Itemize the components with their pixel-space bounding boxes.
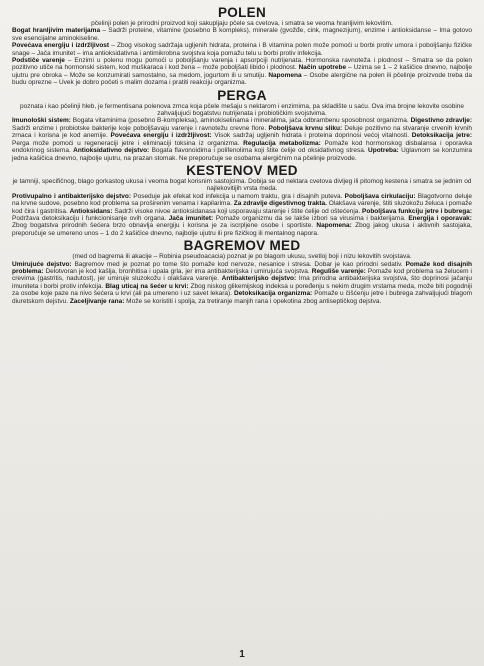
bold-heading-text: Poboljšava cirkulaciju: (344, 192, 416, 200)
bold-heading-text: Detoksikacija organizma: (234, 290, 313, 298)
document-body (12, 5, 472, 305)
body-text: Ima prirodna antibakterijska svojstva, što doprinosi jačanju imuniteta i borbi protiv infekcija. (12, 275, 472, 290)
section-intro (12, 178, 472, 193)
body-text: Bagremov med je poznat po tome što pomaže kod nervoze, nesanice i stresa. Dobar je kao prirodni sedativ. (71, 260, 406, 268)
bold-heading-text: Protivupalno i antibakterijsko dejstvo: (12, 192, 132, 200)
page-number: 1 (239, 649, 245, 660)
body-text: je tamniji, specifičnog, blago gorkastog ukusa i veoma bogat korisnim sastojcima. Dobija se od nektara cvetova divljeg ili pitomog kestena i smatra se jednim od najlekovitijih vrsta meda. (12, 177, 472, 193)
body-text: Može se koristiti i spolja, za tretiranje manjih rana i opekotina zbog antiseptičkog dejstva. (124, 297, 382, 305)
bold-heading-text: Povećava energiju i izdržljivost: (110, 132, 212, 140)
section-paragraph (12, 27, 472, 42)
bold-heading-text: Digestivno zdravlje: (410, 117, 473, 125)
bold-heading-text: Umirujuće dejstvo: (12, 260, 72, 268)
section-title: POLEN (217, 5, 266, 20)
section-paragraph (12, 57, 472, 87)
body-text: Blagotvorno deluje na krvne sudove, posebno kod problema sa proširenim venama i kapilarima. (12, 192, 472, 208)
section-paragraph (12, 193, 472, 237)
section-paragraph (12, 261, 472, 305)
body-text: pčelinji polen je prirodni proizvod koji sakupljaju pčele sa cvetova, i smatra se veoma hranljivim lekovitim. (91, 20, 393, 27)
body-text: Zbog niskog glikemijskog indeksa u poređenju s nekim drugim vrstama meda, može biti pogodniji za osobe koje paze na nivo šećera u krvi (ali pa umereno i uz savet lekara). (12, 282, 472, 298)
body-text: Sadrži enzime i probiotske bakterije koje poboljšavaju varenje i ravnotežu crevne flore. (12, 124, 269, 132)
body-text: Pomaže kod problema sa želucem i crevima (gastritis, nadutost), jer umiruje sluzokožu i olakšava varenje. (12, 267, 472, 283)
body-text: Sadrži visoke nivoe antioksidanasa koji usporavaju starenje i štite ćelije od oštećenja. (112, 207, 363, 215)
bold-heading-text: Antioksidativno dejstvo: (73, 147, 150, 155)
body-text: – Sadrži proteine, vitamine (posebno B kompleks), minerale (gvožđe, cink, magnezijum), enzime i antioksidanse – Ima gotovo sve esencijalne aminokiseline. (12, 27, 472, 42)
section-title: PERGA (217, 87, 267, 103)
body-text: Olakšava varenje, štiti sluzokožu želuca i pomaže kod čira i gastritisa. (12, 200, 473, 215)
bold-heading-text: Reguliše varenje: (311, 267, 366, 275)
bold-heading-text: Način upotrebe (298, 64, 347, 72)
bold-heading-text: Detoksikacija jetre: (411, 132, 472, 140)
section-title: BAGREMOV MED (183, 238, 301, 254)
bold-heading-text: Poboljšava krvnu sliku: (268, 124, 343, 132)
section-paragraph (12, 42, 472, 57)
bold-heading-text: Antioksidans: (69, 207, 113, 215)
section-title: KESTENOV MED (186, 162, 298, 178)
body-text: – Zbog visokog sadržaja ugljenih hidrata, proteina i B vitamina polen može pomoći u borbi protiv umora i poboljšanju fizičke snage – Jača imunitet – ima antioksidativna i antimikrobna svojstva koja pomažu telu u borbi protiv infekcija. (12, 42, 472, 57)
section-intro (12, 20, 472, 27)
bold-heading-text: Napomena: (316, 222, 352, 230)
bold-heading-text: Pomaže kod disajnih problema: (12, 260, 472, 275)
body-text: – Enzimi u polenu mogu pomoći u poboljšanju varenja i apsorpciji nutrijenata. Hormonska ravnoteža i plodnost – Smatra se da polen pozitivno utiče na hormonski sistem, kod muškaraca i kod žena – može poboljšati libido i plodnost. (12, 57, 472, 72)
body-text: Visok sadržaj ugljenih hidrata i proteina doprinosi većoj vitalnosti. (211, 132, 412, 140)
body-text: (med od bagrema ili akacije – Robinia pseudoacacia) poznat je po blagom ukusu, svetloj boji i nizu lekovitih svojstava. (72, 253, 412, 261)
body-text: Podržava detoksikaciju i funkcionisanje ovih organa. (12, 214, 169, 222)
section-intro (12, 103, 472, 118)
section-paragraph (12, 117, 472, 161)
body-text: poznata i kao pčelinji hleb, je fermentisana polenova zrnca koja pčele mešaju s nektarom i enzimima, pa skladište u saću. Ova ima brojne lekovite osobine zahvaljujući bogatstvu nutrijenata i probiotičkim svojstvima. (19, 102, 465, 118)
bold-heading-text: Bogat hranljivim materijama (12, 27, 101, 35)
body-text: Zbog bogatstva prirodnih šećera brzo obnavlja energiju i korisna je za iscrpljene osobe i sportiste. (12, 222, 317, 230)
bold-heading-text: Za zdravlje digestivnog trakta. (233, 200, 327, 208)
body-text: – Osobe alergične na polen ili pčelinje proizvode treba da budu oprezne – Uvek je dobro početi s malim dozama i pratiti reakciju organizma. (12, 71, 472, 87)
body-text: Poseduje jak efekat kod infekcija u namom traktu, gra i disajnih puteva. (131, 192, 345, 200)
body-text: Perga može pomoći u regeneraciji jetre i eliminaciji toksina iz organizma. (12, 139, 244, 147)
bold-heading-text: Antibakterijsko dejstvo: (221, 275, 297, 283)
body-text: Pomaže u čišćenju jetre i bubrega zahvaljujući blagom diuretskom dejstvu. (12, 290, 472, 305)
bold-heading-text: Jača imunitet: (168, 214, 214, 222)
body-text: – Uzima se 1 – 2 kašičice dnevno, najbolje ujutru pre obroka – Može se konzumirati samostalno, sa medom, jogurtom ili u smutiju. (12, 64, 473, 79)
body-text: Bogata flavonoidima i polifenolima koji štite ćelije od oksidativnog stresa. (149, 147, 369, 155)
body-text: Zbog jakog ukusa i aktivnih sastojaka, preporučuje se umereno unos – 1 do 2 kašičice dnevno, najbolje ujutru ili pre fizičkog ili mentalnog napora. (12, 222, 472, 237)
body-text: Delotvoran je kod kašlja, bronhitisa i upala grla, jer ima antibakterijska i umirujuća svojstva. (43, 267, 312, 275)
bold-heading-text: Povećava energiju i izdržljivost (12, 42, 110, 50)
body-text: Pomaže kod hormonskog disbalansa i oporavka endokrinog sistema. (12, 139, 472, 155)
bold-heading-text: Regulacija metabolizma: (243, 139, 321, 147)
bold-heading-text: Upotreba: (368, 147, 399, 155)
body-text: Pomaže organizmu da se lakše izbori sa virusima i bakterijama. (213, 214, 409, 222)
bold-heading-text: Napomena (268, 71, 302, 79)
bold-heading-text: Podstiče varenje (12, 57, 65, 65)
bold-heading-text: Energija i oporavak: (408, 214, 472, 222)
section-intro (12, 253, 472, 260)
bold-heading-text: Zaceljivanje rana: (69, 297, 125, 305)
body-text: Bogata vitaminima (posebno B-kompleksa), aminokiselinama i mineralima, jača odbrambenu sposobnost organizma. (70, 117, 411, 125)
bold-heading-text: Poboljšava funkciju jetre i bubrega: (362, 207, 472, 215)
body-text: Uglavnom se konzumira jedna kašičica dnevno, najbolje ujutru, na prazan stomak. Ne preporučuje se osobama alergičnim na pčelinje proizvode. (12, 147, 473, 162)
body-text: Deluje pozitivno na stvaranje crvenih krvnih zrnaca i korisna je kod anemije. (12, 124, 472, 140)
bold-heading-text: Imunološki sistem: (12, 117, 71, 125)
bold-heading-text: Blag uticaj na šećer u krvi: (105, 282, 189, 290)
